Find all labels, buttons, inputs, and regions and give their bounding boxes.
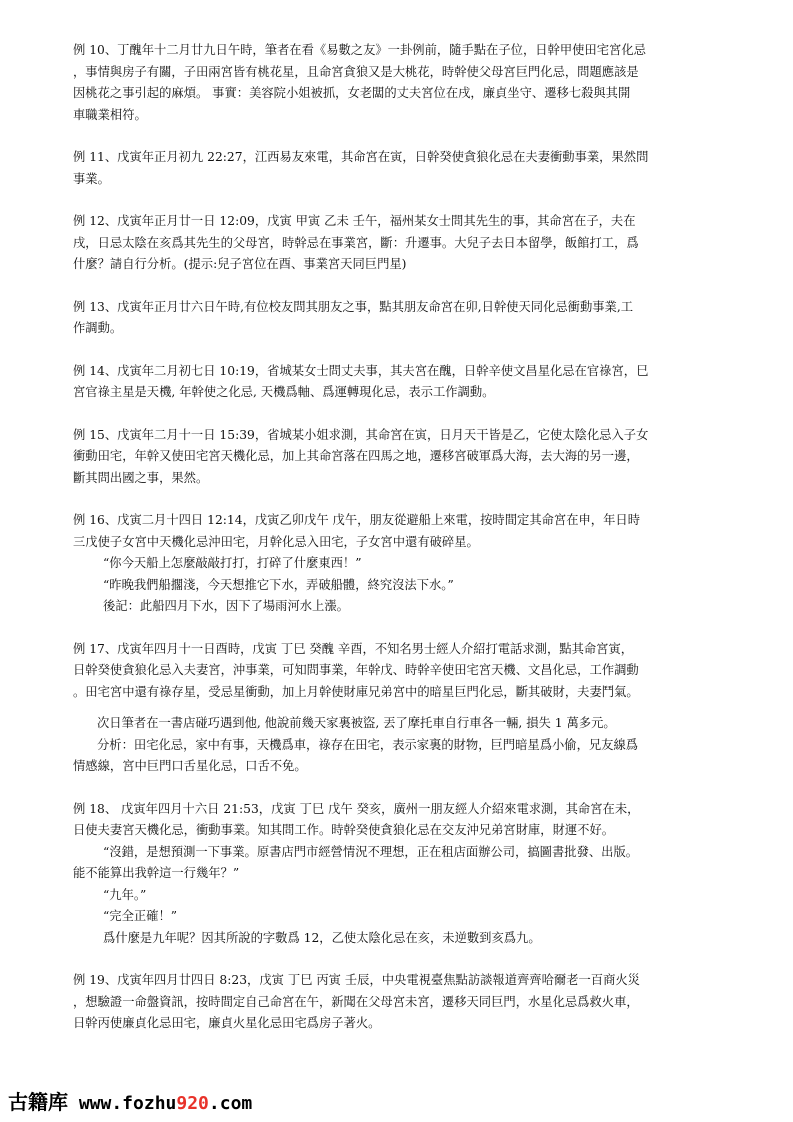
example-13	[73, 297, 723, 340]
dialog-line: “昨晚我們船擱淺，今天想推它下水，弄破船體，終究沒法下水。”	[103, 577, 454, 592]
text-line: 例 14、戊寅年二月初七日 10:19，省城某女士問丈夫事，其夫宮在醜，日幹辛使文昌星化忌在官祿宮，巳	[73, 363, 649, 378]
footer-brand: 古籍库	[8, 1090, 68, 1114]
dialog-line: “完全正確！”	[103, 909, 178, 923]
text-line: 因桃花之事引起的麻煩。 事實：美容院小姐被抓，女老闆的丈夫宮位在戌，廉貞坐守、遷移七殺與其開	[73, 86, 631, 100]
example-17	[73, 639, 723, 704]
text-line: 宮官祿主星是天機, 年幹使之化忌, 天機爲軸、爲運轉現化忌，表示工作調動。	[73, 385, 495, 399]
text-line: 例 17、戊寅年四月十一日酉時，戊寅 丁巳 癸醜 辛酉，不知名男士經人介紹打電話求測，點其命宮寅，	[73, 641, 634, 656]
text-line: 情感線，宮中巨門口舌星化忌，口舌不免。	[73, 759, 307, 773]
text-line: 例 10、丁醜年十二月廿九日午時，筆者在看《易數之友》一卦例前，隨手點在子位，日幹甲使田宅宮化忌	[73, 43, 646, 57]
dialog-line: “九年。”	[103, 887, 147, 902]
text-line: 作調動。	[73, 321, 123, 335]
example-10	[73, 40, 723, 126]
footer-url-suffix: .com	[208, 1093, 253, 1114]
text-line: 什麼？請自行分析。(提示:兒子宮位在酉、事業宮天同巨門星)	[73, 257, 407, 271]
text-line: 例 18、 戊寅年四月十六日 21:53，戊寅 丁巳 戊午 癸亥，廣州一朋友經人介紹來電求測，其命宮在未，	[73, 801, 640, 816]
text-line: 例 16、戊寅二月十四日 12:14，戊寅乙卯戊午 戊午，朋友從避船上來電，按時間定其命宮在申，年日時	[73, 513, 640, 527]
footer-watermark	[8, 1086, 252, 1115]
text-line: 例 11、戊寅年正月初九 22:27，江西易友來電，其命宮在寅，日幹癸使貪狼化忌在夫妻衝動事業，果然問	[73, 150, 649, 164]
postscript-line: 後記：此船四月下水，因下了場雨河水上漲。	[103, 599, 349, 613]
text-line: 例 19、戊寅年四月廿四日 8:23，戊寅 丁巳 丙寅 壬辰，中央電視臺焦點訪談報道齊齊哈爾老一百商火災	[73, 973, 640, 987]
footer-url-number: 920	[176, 1093, 209, 1114]
example-14	[73, 361, 723, 404]
text-line: 例 13、戊寅年正月廿六日午時,有位校友問其朋友之事，點其朋友命宮在卯,日幹使天同化忌衝動事業,工	[73, 299, 634, 314]
text-line: 三戊使子女宮中天機化忌沖田宅，月幹化忌入田宅，子女宮中還有破碎星。	[73, 534, 479, 549]
text-line: 例 15、戊寅年二月十一日 15:39，省城某小姐求測，其命宮在寅，日月天干皆是乙，它使太陰化忌入子女	[73, 427, 649, 442]
example-16	[73, 510, 723, 618]
example-18	[73, 799, 723, 950]
example-12	[73, 211, 723, 276]
footer-url-prefix: www.fozhu	[68, 1093, 177, 1114]
text-line: 爲什麼是九年呢？因其所說的字數爲 12，乙使太陰化忌在亥，未逆數到亥爲九。	[103, 930, 541, 945]
text-line: 日幹癸使貪狼化忌入夫妻宮，沖事業，可知問事業，年幹戊、時幹辛使田宅宮天機、文昌化忌，工作調動	[73, 663, 639, 677]
text-line: 日使夫妻宮天機化忌，衝動事業。知其問工作。時幹癸使貪狼化忌在交友沖兄弟宮財庫，財運不好。	[73, 823, 615, 837]
text-line: ，想驗證一命盤資訊，按時間定自己命宮在午，新聞在父母宮未宮，遷移天同巨門，水星化忌爲救火車，	[73, 994, 639, 1009]
example-17-followup	[73, 713, 723, 778]
text-line: 日幹丙使廉貞化忌田宅，廉貞火星化忌田宅爲房子著火。	[73, 1016, 381, 1030]
text-line: 次日筆者在一書店碰巧遇到他, 他說前幾天家裏被盜, 丟了摩托車自行車各一輛, 損失 1 萬多元。	[97, 716, 616, 730]
text-line: 例 12、戊寅年正月廿一日 12:09，戊寅 甲寅 乙未 壬午，福州某女士問其先生的事，其命宮在子，夫在	[73, 214, 636, 228]
text-line: 事業。	[73, 171, 110, 186]
text-line: 斷其問出國之事，果然。	[73, 470, 209, 485]
example-11	[73, 147, 723, 190]
text-line: 車職業相符。	[73, 107, 147, 122]
dialog-line: 能不能算出我幹這一行幾年？”	[73, 866, 240, 880]
dialog-line: “你今天船上怎麼敲敲打打，打碎了什麼東西！”	[103, 556, 362, 570]
text-line: 。田宅宮中還有祿存星，受忌星衝動，加上月幹使財庫兄弟宮中的暗星巨門化忌，斷其破財，夫妻鬥氣。	[73, 684, 639, 699]
text-line: 衝動田宅，年幹又使田宅宮天機化忌，加上其命宮落在四馬之地，遷移宮破軍爲大海，去大海的另一邊，	[73, 449, 639, 463]
text-line: 分析：田宅化忌，家中有事，天機爲車，祿存在田宅，表示家裏的財物，巨門暗星爲小偷，兄友線爲	[97, 737, 639, 752]
dialog-line: “沒錯，是想預測一下事業。原書店門市經營情況不理想，正在租店面辦公司，搞圖書批發、出版。	[103, 844, 639, 859]
text-line: 戌，日忌太陰在亥爲其先生的父母宮，時幹忌在事業宮，斷：升遷事。大兒子去日本留學，飯館打工，爲	[73, 235, 639, 250]
text-line: ，事情與房子有關，子田兩宮皆有桃花星，且命宮貪狼又是大桃花，時幹使父母宮巨門化忌，問題應該是	[73, 64, 639, 79]
example-19	[73, 970, 723, 1035]
document-body	[73, 40, 723, 1035]
example-15	[73, 425, 723, 490]
